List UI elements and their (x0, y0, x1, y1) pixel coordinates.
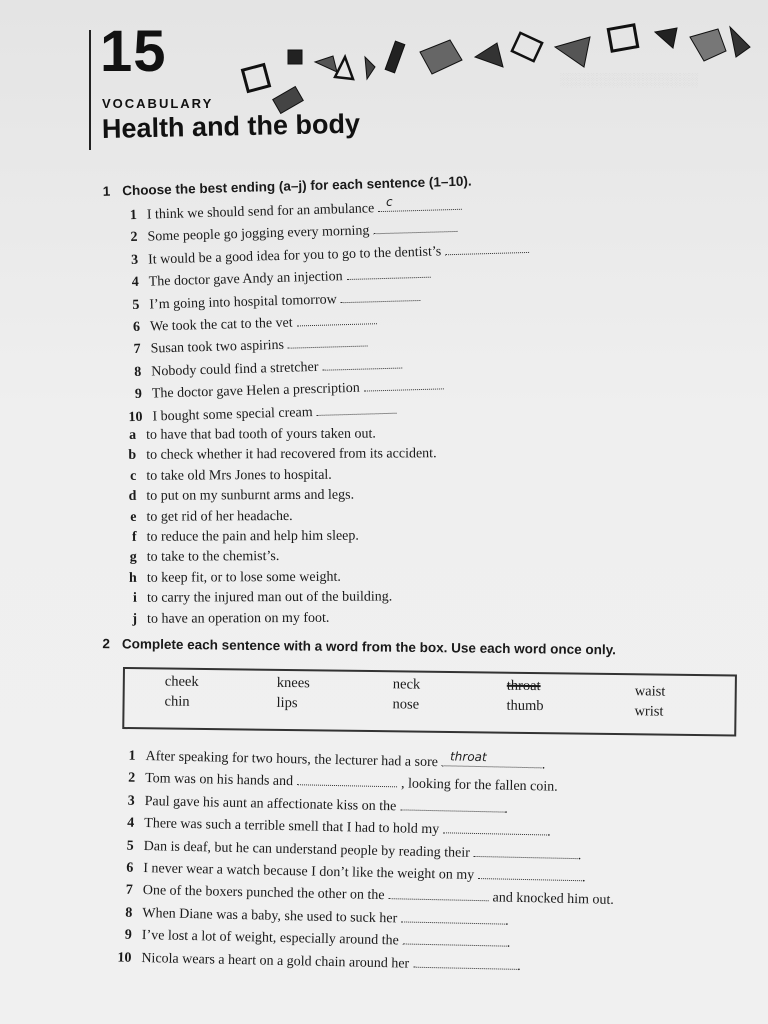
item-number: 10 (128, 409, 143, 425)
item-number: 1 (129, 207, 138, 224)
answer-blank[interactable] (445, 238, 529, 255)
sentence-text: Dan is deaf, but he can understand people by reading their (143, 838, 471, 861)
item-number: 7 (133, 342, 141, 358)
box-word: chin (164, 693, 190, 710)
box-word: lips (276, 694, 298, 712)
sentence-text: I never wear a watch because I don’t like the weight on my (143, 861, 475, 883)
answer-blank[interactable] (401, 907, 505, 924)
sentence-text: Paul gave his aunt an affectionate kiss on the (144, 793, 397, 815)
ending-text: to put on my sunburnt arms and legs. (146, 487, 355, 504)
box-word: wrist (634, 703, 664, 720)
ending-letter: h (128, 570, 137, 586)
answer-blank[interactable] (474, 842, 578, 859)
answer-blank[interactable] (340, 286, 420, 303)
sentence-ending: . (541, 757, 546, 773)
answer-blank[interactable] (443, 819, 547, 836)
item-number: 3 (127, 793, 135, 809)
unit-label: VOCABULARY (102, 96, 214, 111)
exercise-2 (96, 636, 736, 659)
sentence-ending: . (505, 913, 509, 929)
item-number: 9 (124, 927, 133, 944)
item-number: 4 (127, 815, 135, 832)
ending-letter: e (130, 509, 137, 525)
sentence-text: One of the boxers punched the other on the (142, 883, 385, 904)
answer-blank[interactable] (288, 332, 368, 349)
item-number: 3 (130, 252, 139, 268)
item-number: 5 (126, 838, 134, 854)
sentence-text: I think we should send for an ambulance (146, 201, 375, 223)
exercise-number: 2 (102, 636, 110, 652)
item-number: 8 (134, 364, 142, 380)
ending-letter: f (131, 529, 137, 545)
answer-blank[interactable] (442, 751, 542, 768)
box-word: neck (392, 676, 421, 693)
ending-text: to check whether it had recovered from its accident. (146, 446, 437, 464)
answer-blank[interactable] (297, 771, 397, 788)
sentence-text: The doctor gave Helen a prescription (151, 380, 361, 402)
ending-letter: j (132, 611, 138, 627)
answer-blank[interactable] (403, 930, 507, 947)
sentence-text: When Diane was a baby, she used to suck her (142, 905, 398, 927)
sentence-ending: . (504, 801, 508, 817)
item-number: 7 (125, 883, 133, 899)
decorative-shapes-banner (230, 22, 760, 122)
sentence-ending: . (577, 847, 582, 863)
answer-blank[interactable] (363, 375, 443, 392)
exercise-instruction: Complete each sentence with a word from the box. Use each word once only. (121, 636, 617, 658)
box-word: knees (276, 674, 310, 692)
sentence-text: Susan took two aspirins (150, 338, 285, 357)
item-number: 6 (132, 319, 141, 336)
ending-letter: b (128, 448, 137, 464)
sentence-ending: . (506, 935, 511, 951)
ending-text: to keep fit, or to lose some weight. (146, 569, 341, 586)
box-word: nose (392, 696, 420, 713)
ending-text: to have an operation on my foot. (147, 610, 330, 627)
exercise-number: 1 (102, 183, 111, 199)
item-number: 5 (132, 297, 140, 313)
sentence-text: Nicola wears a heart on a gold chain around her (141, 950, 410, 972)
item-number: 4 (131, 275, 139, 291)
sentence-text: Nobody could find a stretcher (151, 359, 319, 380)
box-word: thumb (506, 697, 544, 715)
box-word-crossed-out: throat (506, 677, 541, 695)
ending-text: to carry the injured man out of the building. (146, 589, 393, 606)
exercise-2-heading (96, 636, 736, 659)
sentence-text: After speaking for two hours, the lecturer had a sore (145, 749, 439, 771)
ending-text: to take to the chemist’s. (146, 549, 280, 566)
sentence-list (97, 187, 743, 429)
endings-list (96, 417, 737, 630)
unit-number: 15 (100, 19, 167, 84)
answer-blank[interactable] (389, 885, 489, 902)
exercise-1 (96, 166, 743, 429)
item-number: 2 (127, 771, 136, 787)
sentence-text: Some people go jogging every morning (147, 223, 370, 245)
sentence-text: I’ve lost a lot of weight, especially around the (141, 928, 399, 949)
answer-blank[interactable] (296, 309, 376, 326)
item-number: 2 (130, 230, 138, 246)
ending-text: to get rid of her headache. (146, 508, 293, 525)
ending-letter: a (129, 427, 137, 443)
box-word: waist (634, 683, 666, 700)
exercise-2-sentences (91, 738, 736, 981)
sentence-ending: , looking for the fallen coin. (400, 776, 558, 796)
exercise-instruction: Choose the best ending (a–j) for each sentence (1–10). (121, 173, 472, 199)
bleed-through-text: ░░░░░░░░░░░░░░░ (560, 72, 699, 87)
sentence-text: Tom was on his hands and (144, 771, 294, 790)
sentence-text: We took the cat to the vet (149, 315, 293, 335)
ending-letter: g (129, 550, 137, 566)
handwritten-answer: c (385, 194, 393, 209)
ending-letter: c (130, 468, 137, 484)
unit-divider (89, 30, 91, 150)
ending-text: to reduce the pain and help him sleep. (146, 528, 359, 545)
sentence-ending: and knocked him out. (492, 890, 615, 909)
sentence-text: There was such a terrible smell that I had to hold my (144, 816, 440, 838)
item-number: 8 (125, 905, 133, 921)
sentence-ending: . (581, 870, 586, 886)
item-number: 6 (126, 860, 134, 876)
sentence-text: I bought some special cream (152, 404, 313, 425)
item-number: 10 (117, 950, 132, 966)
answer-blank[interactable] (346, 263, 430, 280)
endings-items (96, 423, 737, 630)
sentence-text: The doctor gave Andy an injection (148, 269, 343, 290)
handwritten-answer: throat (449, 749, 487, 764)
answer-blank[interactable] (373, 217, 457, 234)
sentence-ending: . (547, 824, 551, 840)
ending-letter: i (133, 591, 137, 607)
sentence-ending: . (517, 958, 521, 974)
answer-blank[interactable] (378, 195, 462, 212)
sentence-text: It would be a good idea for you to go to the dentist’s (147, 244, 442, 268)
box-word: cheek (164, 673, 199, 690)
ending-letter: d (128, 489, 137, 505)
answer-blank[interactable] (322, 353, 402, 370)
item-number: 1 (128, 748, 136, 764)
ending-item (97, 606, 737, 630)
answer-blank[interactable] (413, 952, 517, 969)
unit-title: Health and the body (101, 108, 361, 144)
sentence-text: I’m going into hospital tomorrow (149, 291, 337, 313)
answer-blank[interactable] (478, 864, 582, 881)
fill-in-list (91, 744, 736, 981)
item-number: 9 (134, 387, 143, 403)
answer-blank[interactable] (316, 398, 396, 415)
ending-text: to take old Mrs Jones to hospital. (146, 467, 332, 484)
word-box (122, 667, 737, 736)
ending-text: to have that bad tooth of yours taken out. (146, 426, 376, 443)
answer-blank[interactable] (400, 795, 504, 812)
